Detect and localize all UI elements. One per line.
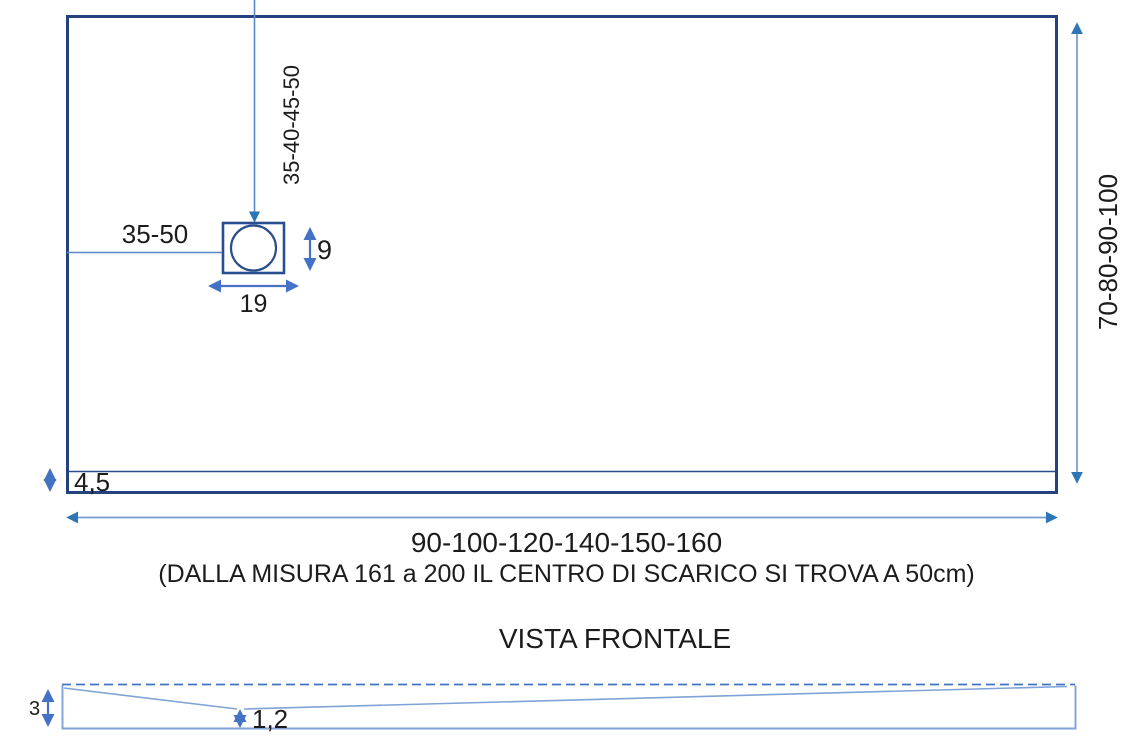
front-slope-left-line (64, 688, 237, 709)
front-edge-thickness-label: 3 (29, 698, 41, 720)
front-center-thickness-label: 1,2 (252, 704, 289, 734)
edge-height-label: 4,5 (74, 467, 111, 497)
front-slope-right-line (244, 687, 1067, 710)
tray-width-label: 90-100-120-140-150-160 (410, 527, 723, 558)
top-view-outline (68, 17, 1057, 493)
front-view (48, 685, 1076, 729)
top-view (50, 0, 1077, 518)
drain-width-label: 19 (239, 290, 268, 318)
drain-offset-y-label: 35-40-45-50 (279, 65, 304, 185)
drain-square (223, 223, 284, 273)
tray-depth-label: 70-80-90-100 (1093, 173, 1123, 331)
tray-width-note: (DALLA MISURA 161 a 200 IL CENTRO DI SCARICO SI TROVA A 50cm) (158, 560, 975, 588)
drain-height-label: 9 (317, 235, 333, 265)
front-view-title: VISTA FRONTALE (498, 623, 732, 654)
drain-offset-x-label: 35-50 (121, 219, 189, 249)
